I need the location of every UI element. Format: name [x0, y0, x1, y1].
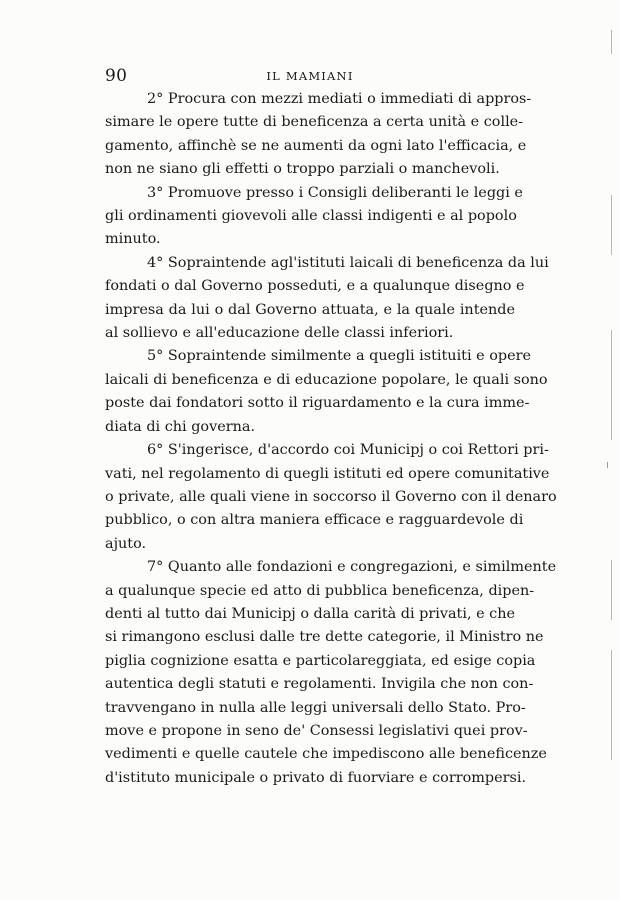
paragraph: [105, 252, 549, 346]
body-text: [105, 88, 557, 790]
paragraph: [105, 439, 557, 556]
text-line: o private, alle quali viene in soccorso il Governo con il denaro: [105, 488, 557, 505]
scan-tick-mark: [607, 462, 608, 468]
text-line: 5° Sopraintende similmente a quegli istituiti e opere: [147, 348, 532, 365]
text-line: piglia cognizione esatta e particolareggiata, ed esige copia: [105, 652, 536, 669]
text-line: move e propone in seno de' Consessi legislativi quei prov-: [105, 722, 528, 739]
text-line: laicali di beneficenza e di educazione popolare, le quali sono: [105, 371, 548, 388]
text-line: minuto.: [105, 231, 161, 248]
text-line: 3° Promuove presso i Consigli deliberanti le leggi e: [147, 184, 523, 201]
text-line: simare le opere tutte di beneficenza a certa unità e colle-: [105, 114, 524, 131]
text-line: vedimenti e quelle cautele che impediscono alle beneficenze: [105, 746, 547, 763]
running-head: IL MAMIANI: [266, 69, 354, 83]
page-number: 90: [105, 66, 128, 86]
paragraph: [105, 556, 557, 790]
scan-edge-line: [611, 650, 612, 760]
page-header: [105, 66, 515, 86]
text-line: vati, nel regolamento di quegli istituti ed opere comunitative: [105, 465, 550, 482]
text-line: gli ordinamenti giovevoli alle classi indigenti e al popolo: [105, 208, 517, 225]
text-line: non ne siano gli effetti o troppo parziali o manchevoli.: [105, 161, 500, 178]
text-line: impresa da lui o dal Governo attuata, e la quale intende: [105, 301, 515, 318]
text-line: denti al tutto dai Municipj o dalla carità di privati, e che: [105, 605, 516, 622]
text-line: diata di chi governa.: [105, 418, 256, 435]
text-line: 7° Quanto alle fondazioni e congregazioni, e similmente: [147, 559, 557, 576]
text-line: al sollievo e all'educazione delle classi inferiori.: [105, 325, 454, 342]
text-line: ajuto.: [105, 535, 147, 552]
text-line: 6° S'ingerisce, d'accordo coi Municipj o coi Rettori pri-: [147, 442, 549, 459]
scan-edge-line: [611, 330, 612, 440]
text-line: travvengano in nulla alle leggi universali dello Stato. Pro-: [105, 699, 526, 716]
text-line: a qualunque specie ed atto di pubblica beneficenza, dipen-: [105, 582, 535, 599]
scan-edge-line: [611, 30, 612, 54]
text-line: gamento, affinchè se ne aumenti da ogni lato l'efficacia, e: [105, 137, 527, 154]
paragraph: [105, 182, 523, 252]
text-line: autentica degli statuti e regolamenti. Invigila che non con-: [105, 676, 534, 693]
text-line: 2° Procura con mezzi mediati o immediati di appros-: [147, 91, 532, 107]
text-line: poste dai fondatori sotto il riguardamento e la cura imme-: [105, 395, 530, 412]
text-line: pubblico, o con altra maniera efficace e ragguardevole di: [105, 512, 524, 529]
paragraph: [105, 88, 532, 182]
text-line: d'istituto municipale o privato di fuorviare e corrompersi.: [105, 769, 527, 786]
paragraph: [105, 345, 548, 439]
scan-edge-line: [611, 560, 612, 620]
text-line: fondati o dal Governo posseduti, e a qualunque disegno e: [105, 278, 525, 295]
text-line: 4° Sopraintende agl'istituti laicali di beneficenza da lui: [147, 254, 549, 271]
scan-edge-line: [611, 195, 612, 255]
text-line: si rimangono esclusi dalle tre dette categorie, il Ministro ne: [105, 629, 544, 646]
